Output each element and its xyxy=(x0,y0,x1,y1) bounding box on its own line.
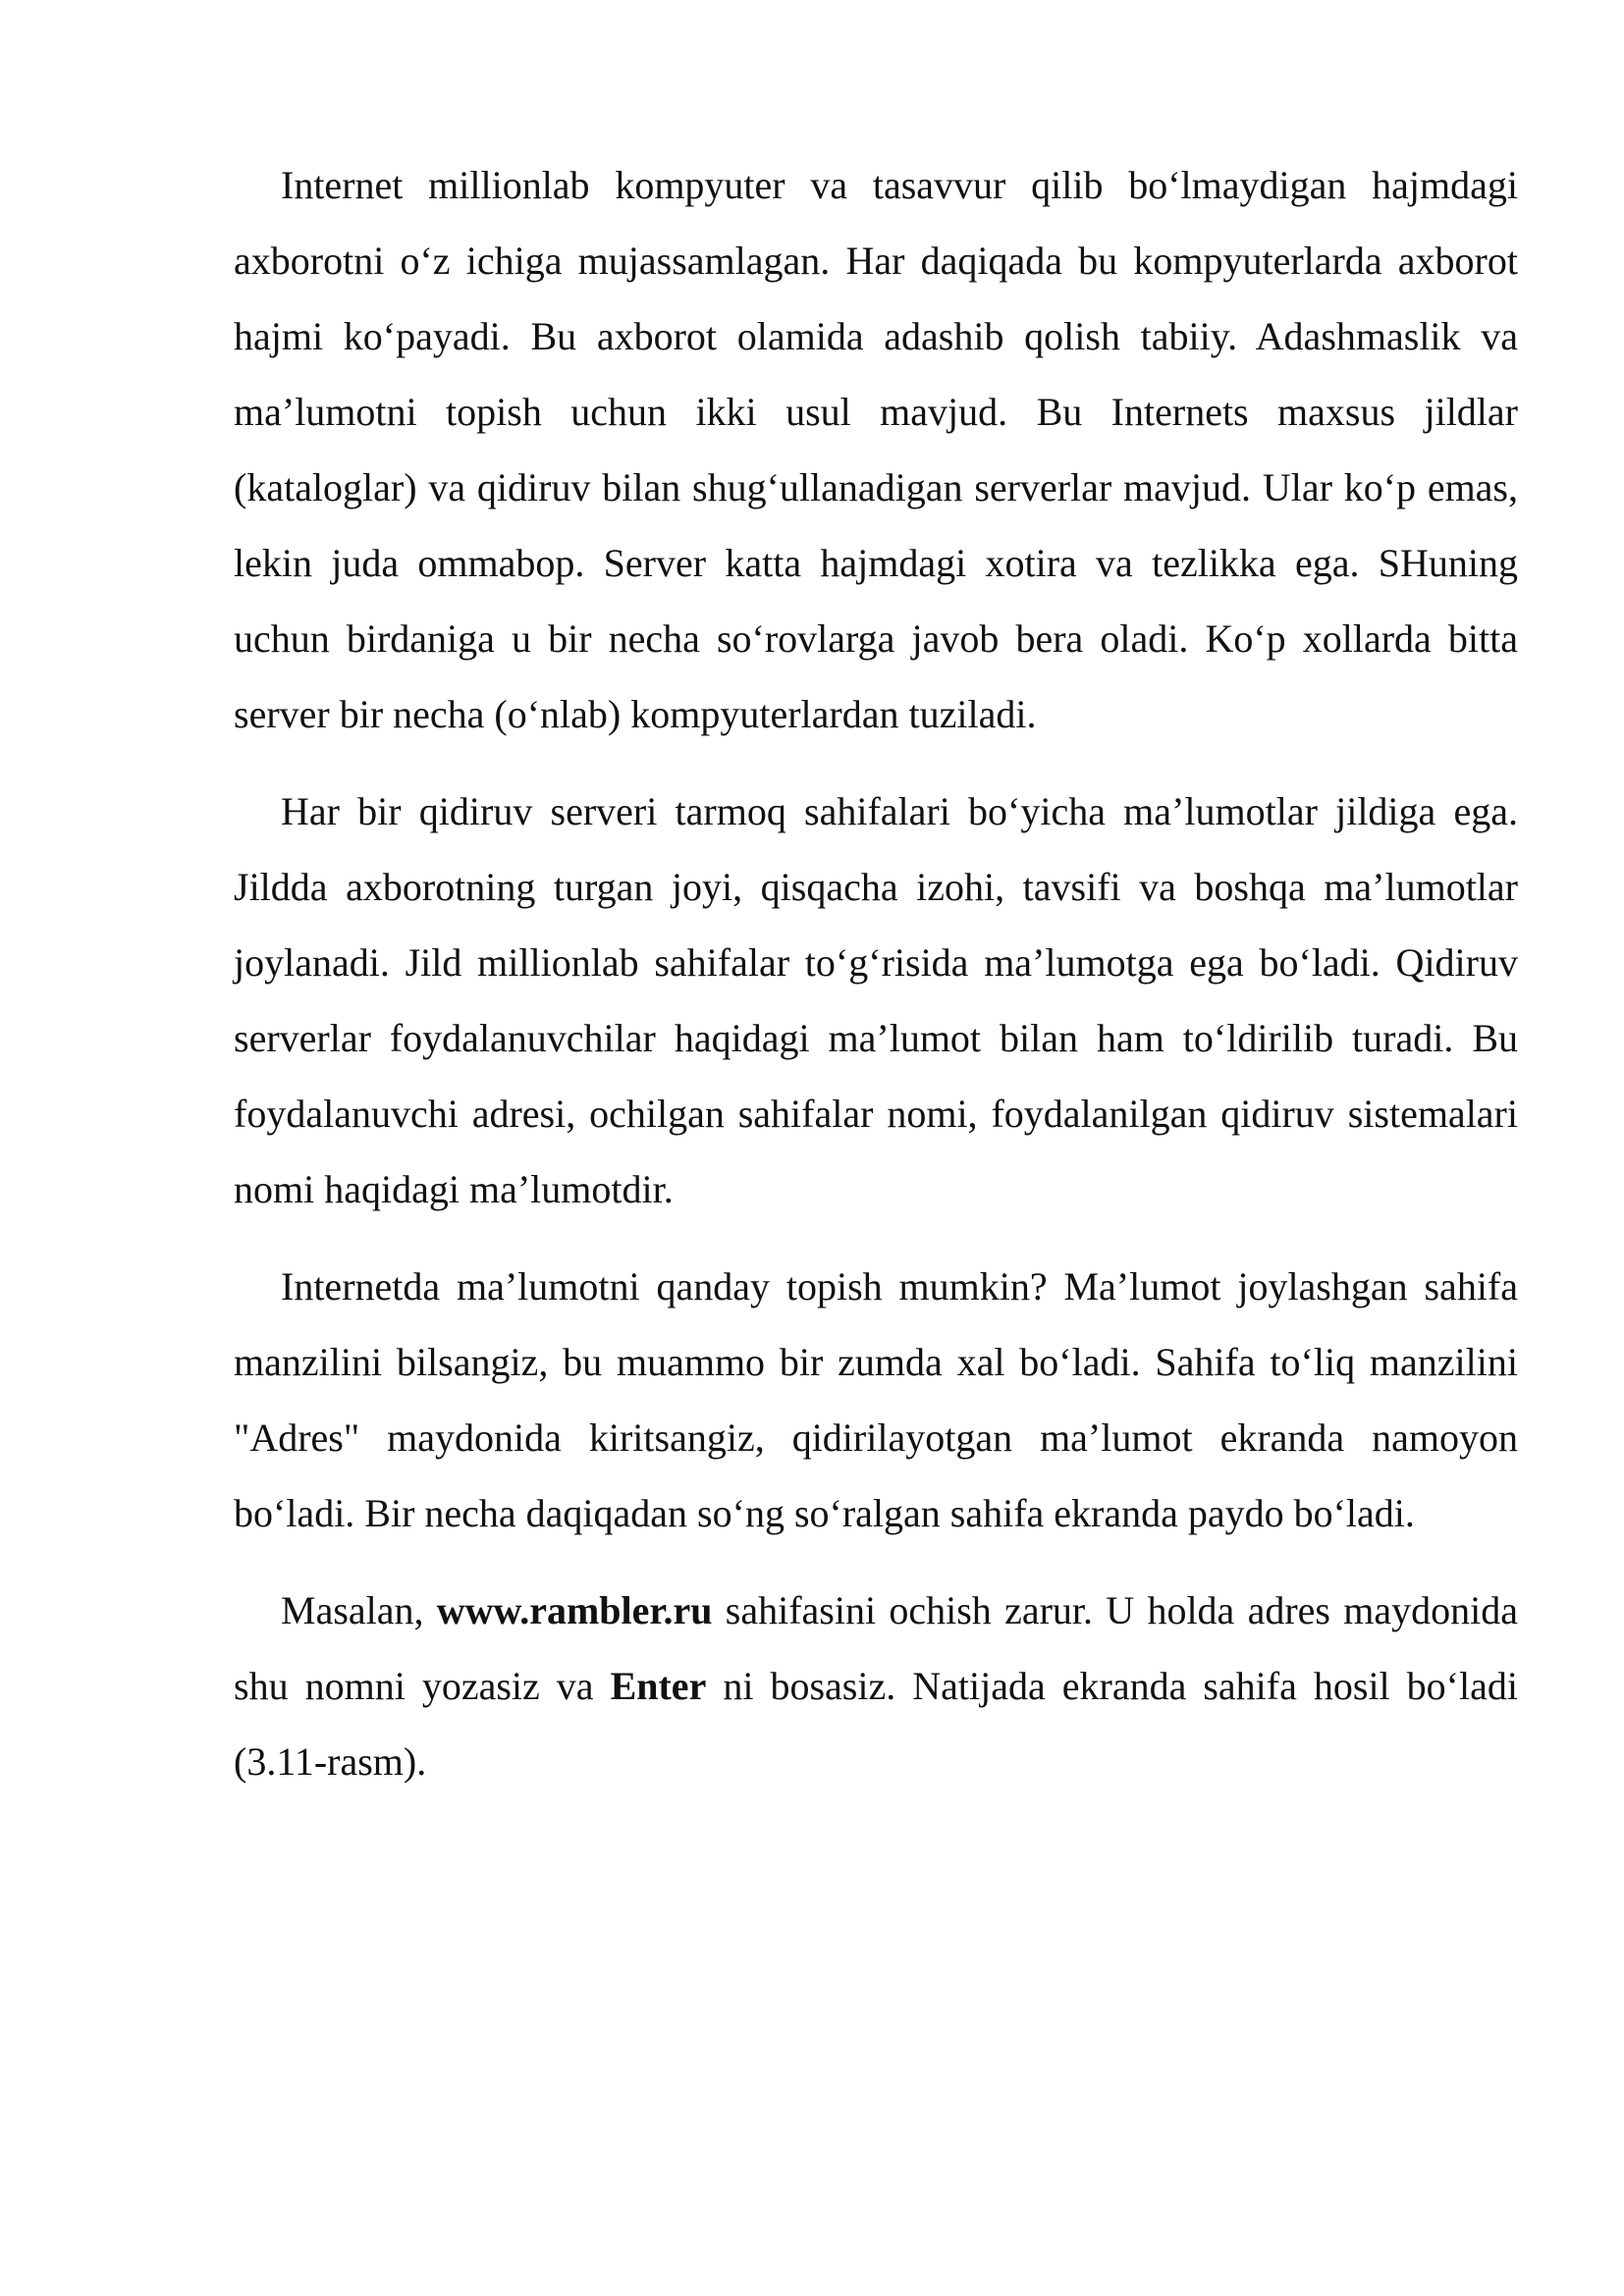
key-enter: Enter xyxy=(610,1664,707,1708)
paragraph-4 xyxy=(234,1573,1518,1799)
paragraph-2: Har bir qidiruv serveri tarmoq sahifalari bo‘yicha ma’lumotlar jildiga ega. Jildda axborotning turgan joyi, qisqacha izohi, tavsifi va boshqa ma’lumotlar joylanadi. Jild millionlab sahifalar to‘g‘risida ma’lumotga ega bo‘ladi. Qidiruv serverlar foydalanuvchilar haqidagi ma’lumot bilan ham to‘ldirilib turadi. Bu foydalanuvchi adresi, ochilgan sahifalar nomi, foydalanilgan qidiruv sistemalari nomi haqidagi ma’lumotdir. xyxy=(234,789,1518,1211)
url-rambler: www.rambler.ru xyxy=(436,1588,713,1632)
paragraph-4-text: Masalan, xyxy=(281,1588,437,1632)
paragraph-1: Internet millionlab kompyuter va tasavvur qilib bo‘lmaydigan hajmdagi axborotni o‘z ichiga mujassamlagan. Har daqiqada bu kompyuterlarda axborot hajmi ko‘payadi. Bu axborot olamida adashib qolish tabiiy. Adashmaslik va ma’lumotni topish uchun ikki usul mavjud. Bu Internets maxsus jildlar (kataloglar) va qidiruv bilan shug‘ullanadigan serverlar mavjud. Ular ko‘p emas, lekin juda ommabop. Server katta hajmdagi xotira va tezlikka ega. SHuning uchun birdaniga u bir necha so‘rovlarga javob bera oladi. Ko‘p xollarda bitta server bir necha (o‘nlab) kompyuterlardan tuziladi. xyxy=(234,163,1518,736)
document-body xyxy=(234,147,1518,1821)
paragraph-3: Internetda ma’lumotni qanday topish mumkin? Ma’lumot joylashgan sahifa manzilini bilsangiz, bu muammo bir zumda xal bo‘ladi. Sahifa to‘liq manzilini "Adres" maydonida kiritsangiz, qidirilayotgan ma’lumot ekranda namoyon bo‘ladi. Bir necha daqiqadan so‘ng so‘ralgan sahifa ekranda paydo bo‘ladi. xyxy=(234,1264,1518,1535)
paragraph-4-text: sahifasini ochish zarur. U holda adres maydonida shu nomni yozasiz va xyxy=(234,1588,1518,1708)
paragraph-4-text: ni bosasiz. Natijada ekranda sahifa hosil bo‘ladi (3.11-rasm). xyxy=(234,1664,1518,1784)
